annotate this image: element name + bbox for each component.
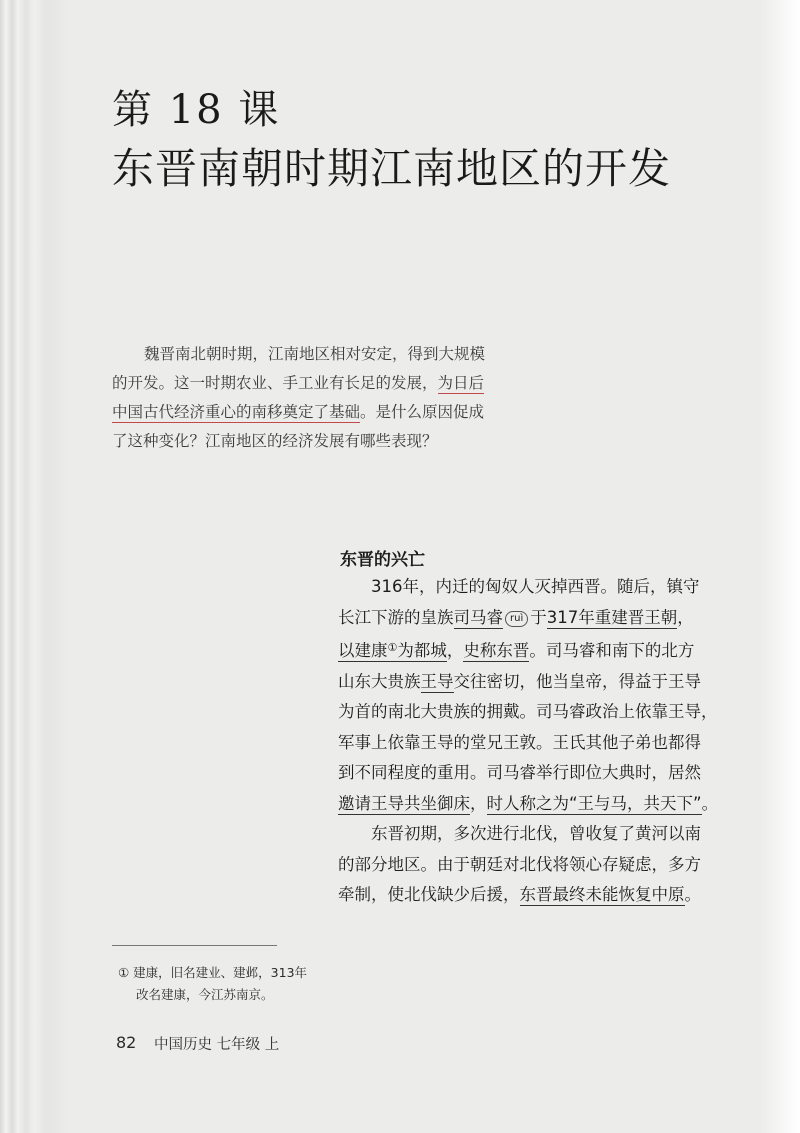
- underlined-text: 司马睿: [453, 607, 503, 627]
- underlined-text: 邀请王导共坐御床: [338, 793, 470, 813]
- underlined-text: 以建康①为都城: [338, 641, 447, 660]
- body-line: 的部分地区。由于朝廷对北伐将领心存疑虑，多方: [338, 854, 701, 874]
- footnote-line: ① 建康，旧名建业、建邺，313年: [118, 965, 308, 980]
- intro-paragraph: [112, 340, 562, 456]
- underlined-text: 时人称之为“王与马，共天下”: [486, 793, 702, 813]
- intro-line: 魏晋南北朝时期，江南地区相对安定，得到大规模: [144, 345, 486, 363]
- page-edges: [0, 0, 70, 1133]
- footnote-line: 改名建康，今江苏南京。: [136, 987, 274, 1002]
- page-right-shade: [760, 0, 800, 1133]
- lesson-title: 东晋南朝时期江南地区的开发: [112, 144, 672, 193]
- section-body: [338, 572, 768, 911]
- body-line: 316年，内迁的匈奴人灭掉西晋。随后，镇守: [371, 577, 700, 596]
- underlined-text: 中国古代经济重心的南移奠定了基础: [112, 403, 361, 421]
- lesson-number: 第 18 课: [112, 87, 281, 133]
- intro-line: 了这种变化？江南地区的经济发展有哪些表现？: [112, 432, 438, 450]
- footnote: [118, 962, 378, 1006]
- body-line: 牵制，使北伐缺少后援，东晋最终未能恢复中原。: [338, 885, 701, 904]
- underlined-text: 王导: [420, 671, 454, 691]
- body-line: 山东大贵族王导交往密切，他当皇帝，得益于王导: [338, 671, 701, 691]
- underlined-text: 史称东晋: [463, 641, 530, 660]
- body-line: 邀请王导共坐御床，时人称之为“王与马，共天下”。: [338, 793, 719, 813]
- body-line: 为首的南北大贵族的拥戴。司马睿政治上依靠王导，: [338, 702, 718, 721]
- body-line: 东晋初期，多次进行北伐，曾收复了黄河以南: [371, 824, 701, 843]
- running-title: 中国历史 七年级 上: [154, 1037, 280, 1053]
- intro-line: 中国古代经济重心的南移奠定了基础。是什么原因促成: [112, 403, 485, 421]
- pinyin-annotation: ruì: [505, 611, 528, 627]
- section-heading: 东晋的兴亡: [340, 550, 425, 570]
- body-line: 军事上依靠王导的堂兄王敦。王氏其他子弟也都得: [338, 732, 701, 752]
- footnote-marker: ①: [387, 641, 398, 654]
- footnote-divider: [112, 945, 277, 946]
- page-number: 82: [116, 1033, 137, 1052]
- intro-line: 的开发。这一时期农业、手工业有长足的发展，为日后: [112, 374, 485, 392]
- body-line: 长江下游的皇族司马睿 ruì 于317年重建晋王朝，: [338, 607, 694, 627]
- body-line: 以建康①为都城，史称东晋。司马睿和南下的北方: [338, 641, 695, 660]
- underlined-text: 317年重建晋王朝: [546, 607, 678, 627]
- underlined-text: 为日后: [437, 374, 485, 392]
- underlined-text: 东晋最终未能恢复中原: [519, 885, 685, 904]
- body-line: 到不同程度的重用。司马睿举行即位大典时，居然: [338, 763, 701, 782]
